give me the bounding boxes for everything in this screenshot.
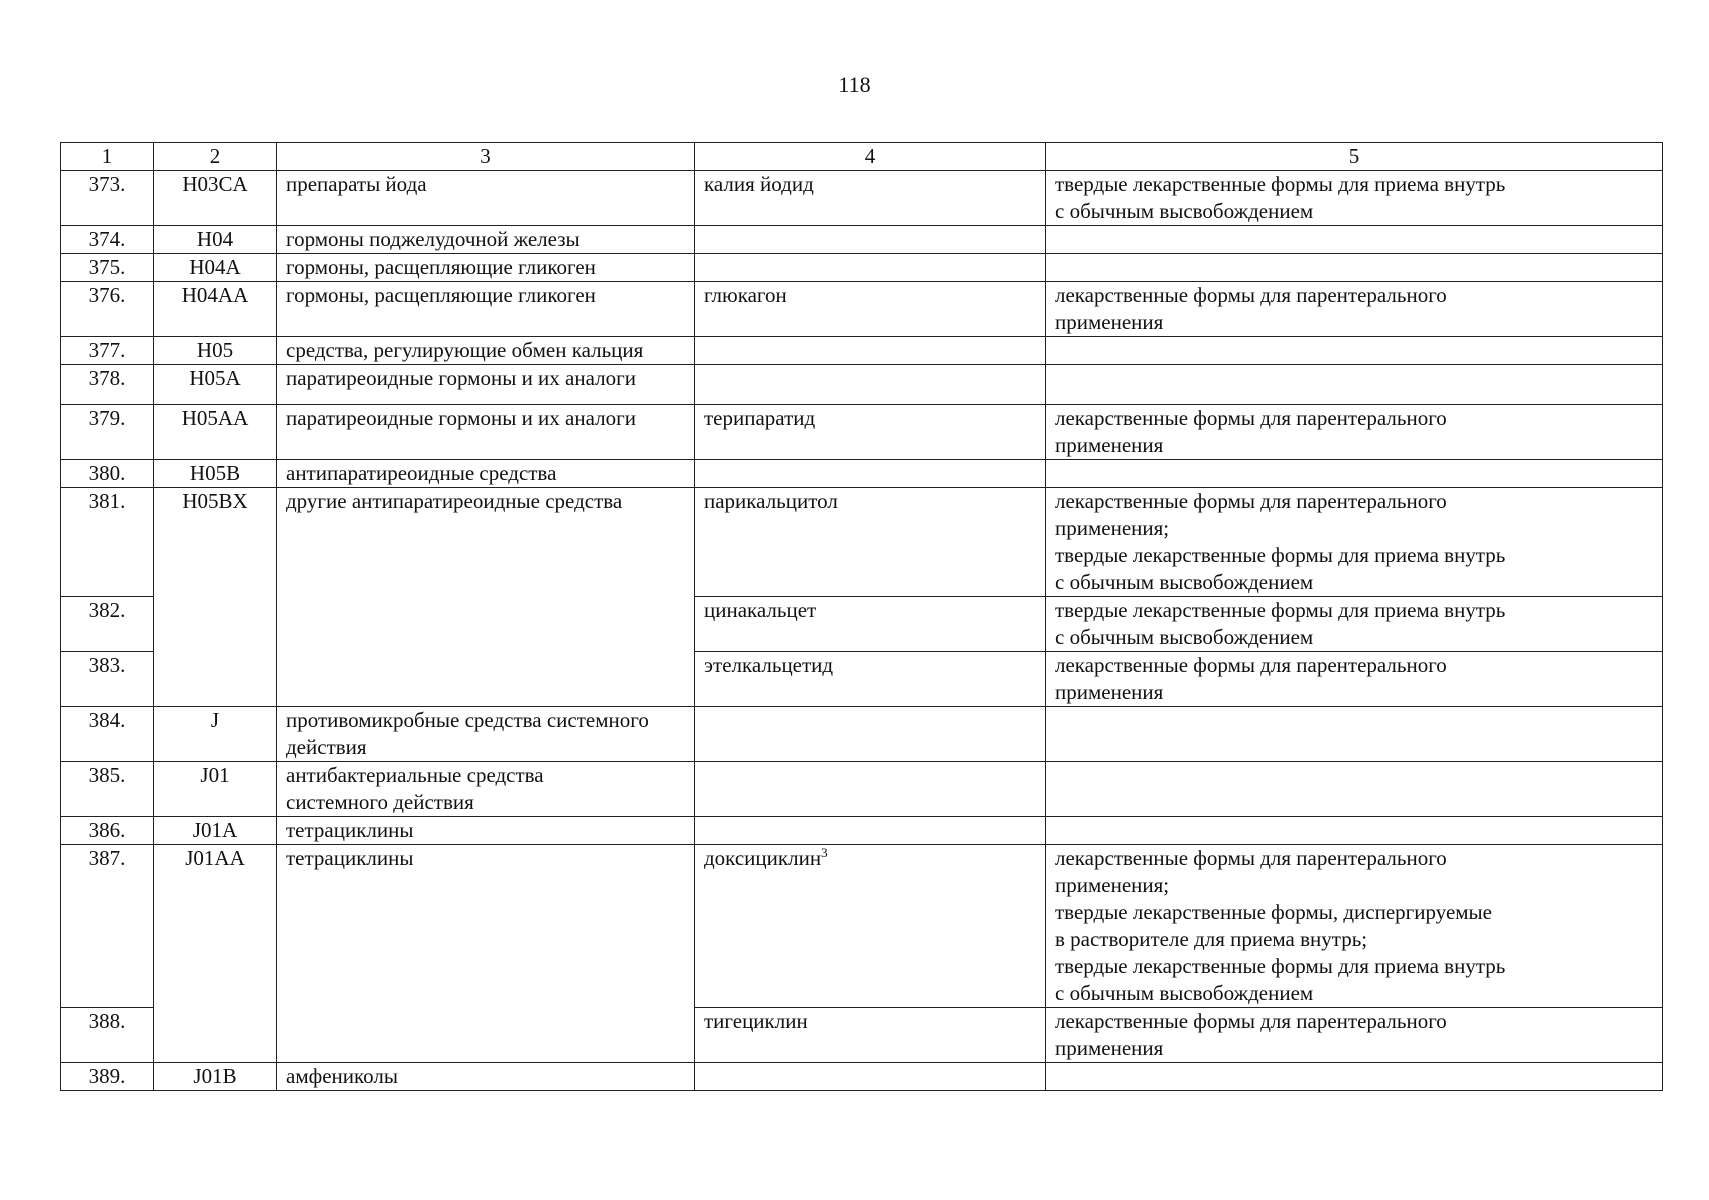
dosage-form: твердые лекарственные формы для приема внутрь с обычным высвобождением [1046,171,1663,226]
atc-code: H05 [154,337,277,365]
dosage-form: лекарственные формы для парентерального применения; твердые лекарственные формы для приема внутрь с обычным высвобождением [1046,488,1663,597]
column-header: 3 [277,143,695,171]
row-number: 383. [61,652,154,707]
atc-code: H05BX [154,488,277,707]
atc-code: H03CA [154,171,277,226]
drug-name [695,707,1046,762]
table-header-row [61,143,1663,171]
drug-name-cell [695,845,1046,1008]
drug-name [695,1063,1046,1091]
atc-code: J01B [154,1063,277,1091]
row-number: 388. [61,1008,154,1063]
atc-group: гормоны, расщепляющие гликоген [277,282,695,337]
dosage-form [1046,1063,1663,1091]
row-number: 384. [61,707,154,762]
table-row [61,1063,1663,1091]
table-row [61,845,1663,1008]
table-row [61,460,1663,488]
dosage-form: лекарственные формы для парентерального применения [1046,652,1663,707]
row-number: 373. [61,171,154,226]
atc-group: тетрациклины [277,845,695,1063]
row-number: 378. [61,365,154,405]
dosage-form [1046,762,1663,817]
atc-group: другие антипаратиреоидные средства [277,488,695,707]
drug-name: этелкальцетид [695,652,1046,707]
atc-code: H04AA [154,282,277,337]
atc-group: антипаратиреоидные средства [277,460,695,488]
column-header: 2 [154,143,277,171]
footnote-mark: 3 [821,845,828,860]
drug-name: калия йодид [695,171,1046,226]
column-header: 5 [1046,143,1663,171]
row-number: 381. [61,488,154,597]
atc-group: гормоны, расщепляющие гликоген [277,254,695,282]
row-number: 389. [61,1063,154,1091]
drug-name [695,817,1046,845]
table-row [61,171,1663,226]
drug-name [695,226,1046,254]
drug-name [695,254,1046,282]
atc-group: антибактериальные средства системного действия [277,762,695,817]
atc-code: J [154,707,277,762]
atc-code: J01 [154,762,277,817]
drug-name [695,337,1046,365]
atc-group: амфениколы [277,1063,695,1091]
table-row [61,337,1663,365]
table-row [61,405,1663,460]
dosage-form: лекарственные формы для парентерального применения [1046,405,1663,460]
row-number: 382. [61,597,154,652]
table-row [61,707,1663,762]
atc-group: средства, регулирующие обмен кальция [277,337,695,365]
dosage-form [1046,365,1663,405]
table-row [61,226,1663,254]
dosage-form [1046,460,1663,488]
atc-code: H05B [154,460,277,488]
drug-name: доксициклин [704,846,822,870]
drug-name: тигециклин [695,1008,1046,1063]
dosage-form: лекарственные формы для парентерального применения; твердые лекарственные формы, диспергируемые в растворителе для приема внутрь; твердые лекарственные формы для приема внутрь с обычным высвобождением [1046,845,1663,1008]
row-number: 379. [61,405,154,460]
dosage-form [1046,254,1663,282]
row-number: 387. [61,845,154,1008]
atc-group: гормоны поджелудочной железы [277,226,695,254]
row-number: 386. [61,817,154,845]
dosage-form: лекарственные формы для парентерального применения [1046,1008,1663,1063]
drug-name: терипаратид [695,405,1046,460]
atc-group: тетрациклины [277,817,695,845]
dosage-form [1046,337,1663,365]
drug-name [695,762,1046,817]
atc-code: J01A [154,817,277,845]
table-row [61,254,1663,282]
row-number: 380. [61,460,154,488]
row-number: 377. [61,337,154,365]
drug-name: парикальцитол [695,488,1046,597]
dosage-form [1046,226,1663,254]
table-row [61,282,1663,337]
atc-code: H05A [154,365,277,405]
atc-code: H05AA [154,405,277,460]
atc-code: J01AA [154,845,277,1063]
table-row [61,365,1663,405]
atc-group: паратиреоидные гормоны и их аналоги [277,405,695,460]
column-header: 4 [695,143,1046,171]
table-row [61,762,1663,817]
dosage-form: лекарственные формы для парентерального применения [1046,282,1663,337]
row-number: 385. [61,762,154,817]
drug-name: цинакальцет [695,597,1046,652]
atc-code: H04A [154,254,277,282]
atc-group: противомикробные средства системного действия [277,707,695,762]
drug-table [60,142,1663,1091]
atc-group: паратиреоидные гормоны и их аналоги [277,365,695,405]
table-row [61,817,1663,845]
row-number: 375. [61,254,154,282]
drug-name: глюкагон [695,282,1046,337]
dosage-form: твердые лекарственные формы для приема внутрь с обычным высвобождением [1046,597,1663,652]
row-number: 376. [61,282,154,337]
table-row [61,488,1663,597]
page-number: 118 [838,72,871,97]
atc-code: H04 [154,226,277,254]
dosage-form [1046,817,1663,845]
atc-group: препараты йода [277,171,695,226]
column-header: 1 [61,143,154,171]
drug-name [695,460,1046,488]
dosage-form [1046,707,1663,762]
drug-name [695,365,1046,405]
row-number: 374. [61,226,154,254]
